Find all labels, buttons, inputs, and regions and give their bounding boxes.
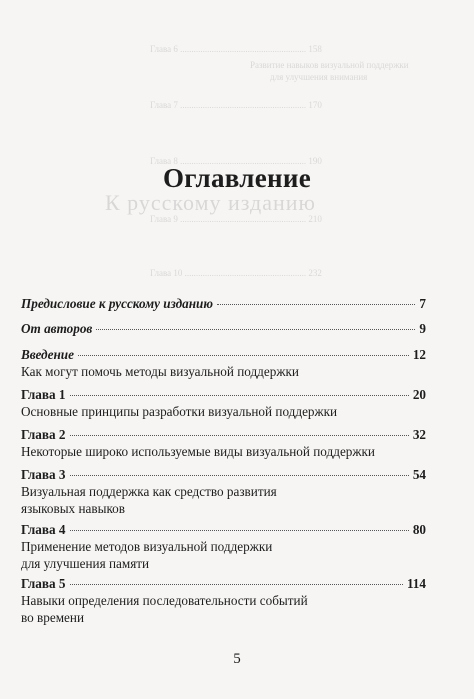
dot-leader [70,530,409,531]
toc-entry-chapter-2[interactable] [21,426,426,460]
toc-subtitle: Применение методов визуальной поддержки для улучшения памяти [21,539,273,571]
bleed-line: Глава 6 ........................................................ 158 [150,44,322,54]
bleed-line: Глава 9 ........................................................ 210 [150,214,322,224]
bleed-line: для улучшения внимания [270,72,368,82]
toc-label: Глава 4 [21,522,66,537]
toc-subtitle: Как могут помочь методы визуальной поддержки [21,364,299,379]
dot-leader [78,355,409,356]
toc-page: 54 [412,467,426,482]
page-number: 5 [233,651,241,667]
toc-label: От авторов [21,321,93,336]
toc-entry-preface-russian[interactable] [21,295,426,312]
bleed-line: Развитие навыков визуальной поддержки [250,60,409,70]
toc-subtitle: Визуальная поддержка как средство развития языковых навыков [21,484,277,516]
dot-leader [70,435,409,436]
toc-page: 80 [412,522,426,537]
dot-leader [70,395,409,396]
toc-subtitle: Основные принципы разработки визуальной поддержки [21,404,338,419]
toc-entry-authors[interactable] [21,320,426,337]
toc-label: Глава 2 [21,427,66,442]
bleed-line: Глава 10 ...................................................... 232 [150,268,322,278]
toc-page: 9 [419,321,426,336]
toc-entry-chapter-1[interactable] [21,386,426,420]
toc-label: Глава 1 [21,387,66,402]
dot-leader [96,329,415,330]
toc-page: 20 [412,387,426,402]
toc-entry-chapter-3[interactable] [21,466,426,517]
bleed-line: Глава 8 ........................................................ 190 [150,156,322,166]
dot-leader [70,475,409,476]
toc-label: Введение [21,347,74,362]
toc-page: 32 [412,427,426,442]
toc-page: 12 [412,347,426,362]
bleed-heading: К русскому изданию [105,190,316,215]
page-title: Оглавление [163,163,311,193]
toc-entry-chapter-4[interactable] [21,521,426,572]
toc-subtitle: Навыки определения последовательности событий во времени [21,593,308,625]
dot-leader [217,304,415,305]
toc-entry-chapter-5[interactable] [21,575,426,626]
toc-page: 114 [406,576,426,591]
toc-label: Глава 3 [21,467,66,482]
toc-subtitle: Некоторые широко используемые виды визуальной поддержки [21,444,375,459]
toc-entry-introduction[interactable] [21,346,426,380]
table-of-contents [21,0,426,699]
toc-page: 7 [419,296,426,311]
bleed-line: Глава 7 ........................................................ 170 [150,100,322,110]
dot-leader [70,584,403,585]
toc-label: Предисловие к русскому изданию [21,296,213,311]
toc-label: Глава 5 [21,576,66,591]
